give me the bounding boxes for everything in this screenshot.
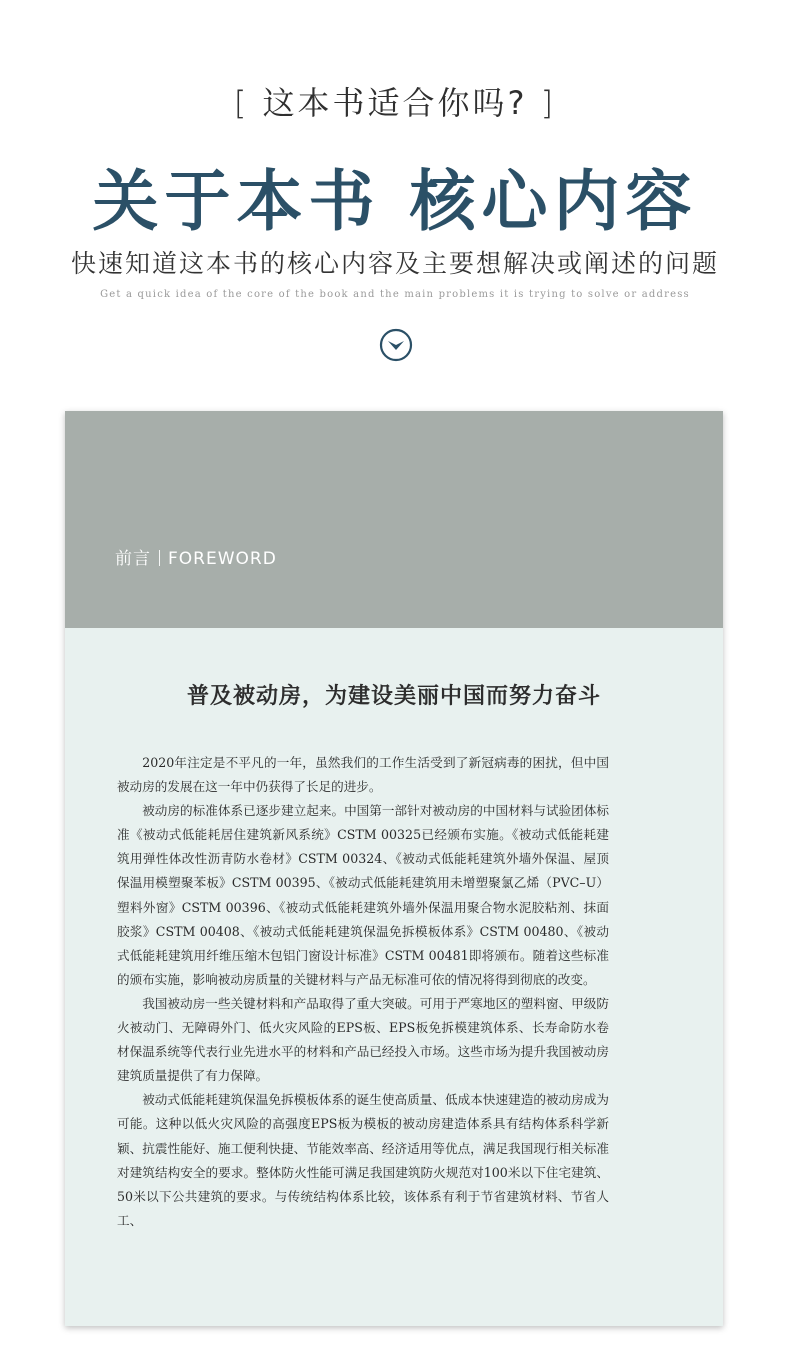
section-divider [159, 550, 160, 566]
book-heading: 普及被动房，为建设美丽中国而努力奋斗 [186, 684, 601, 709]
subtitle-english: Get a quick idea of the core of the book and the main problems it is trying to solve or address [100, 289, 690, 300]
bracket-left: [ [233, 84, 250, 122]
section-label-cn: 前言 [115, 549, 151, 569]
paragraph: 被动式低能耗建筑保温免拆模板体系的诞生使高质量、低成本快速建造的被动房成为可能。这种以低火灾风险的高强度EPS板为模板的被动房建造体系具有结构体系科学新颖、抗震性能好、施工便利快捷、节能效率高、经济适用等优点，满足我国现行相关标准对建筑结构安全的要求。整体防火性能可满足我国建筑防火规范对100米以下住宅建筑、50米以下公共建筑的要求。与传统结构体系比较，该体系有利于节省建筑材料、节省人工、 [117, 1092, 609, 1228]
paragraph: 2020年注定是不平凡的一年，虽然我们的工作生活受到了新冠病毒的困扰，但中国被动房的发展在这一年中仍获得了长足的进步。 [117, 755, 609, 795]
paragraph: 被动房的标准体系已逐步建立起来。中国第一部针对被动房的中国材料与试验团体标准《被动式低能耗居住建筑新风系统》CSTM 00325已经颁布实施。《被动式低能耗建筑用弹性体改性沥青防水卷材》CSTM 00324、《被动式低能耗建筑外墙外保温、屋顶保温用模塑聚苯板》CSTM 00395、《被动式低能耗建筑用未增塑聚氯乙烯（PVC–U）塑料外窗》CSTM 00396、《被动式低能耗建筑外墙外保温用聚合物水泥胶粘剂、抹面胶浆》CSTM 00408、《被动式低能耗建筑保温免拆模板体系》CSTM 00480、《被动式低能耗建筑用纤维压缩木包铝门窗设计标准》CSTM 00481即将颁布。随着这些标准的颁布实施，影响被动房质量的关键材料与产品无标准可依的情况将得到彻底的改变。 [117, 803, 609, 987]
bracket-right: ] [540, 84, 557, 122]
book-page-photo [65, 411, 723, 1326]
section-label-en: FOREWORD [168, 549, 277, 569]
tagline [0, 78, 790, 124]
book-top-band [65, 411, 723, 628]
section-label [115, 544, 277, 569]
paragraph: 我国被动房一些关键材料和产品取得了重大突破。可用于严寒地区的塑料窗、甲级防火被动门、无障碍外门、低火灾风险的EPS板、EPS板免拆模建筑体系、长寿命防水卷材保温系统等代表行业先进水平的材料和产品已经投入市场。这些市场为提升我国被动房建筑质量提供了有力保障。 [117, 995, 609, 1084]
tagline-text: 这本书适合你吗? [262, 84, 528, 122]
header [0, 0, 790, 400]
subtitle-chinese: 快速知道这本书的核心内容及主要想解决或阐述的问题 [70, 249, 719, 278]
chevron-down-circle-icon [379, 328, 413, 362]
book-body [117, 751, 609, 1233]
page-title: 关于本书 核心内容 [92, 162, 698, 240]
